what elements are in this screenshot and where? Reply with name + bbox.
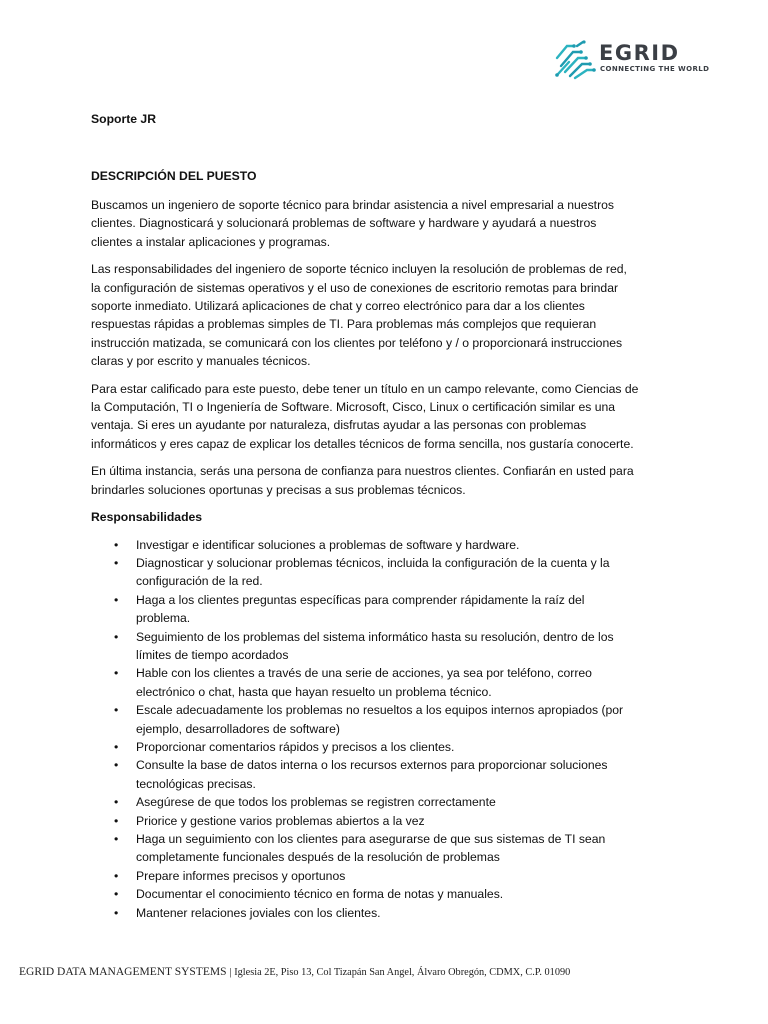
description-section	[91, 196, 639, 922]
footer-company: EGRID DATA MANAGEMENT SYSTEMS	[19, 966, 227, 978]
list-item	[91, 756, 639, 793]
footer-address: Iglesia 2E, Piso 13, Col Tizapán San Angel, Álvaro Obregón, CDMX, C.P. 01090	[234, 967, 571, 978]
list-item	[91, 701, 639, 738]
list-item	[91, 885, 639, 903]
list-item	[91, 591, 639, 628]
list-item	[91, 738, 639, 756]
list-item-text: Investigar e identificar soluciones a problemas de software y hardware.	[136, 537, 520, 552]
list-item-text: Seguimiento de los problemas del sistema informático hasta su resolución, dentro de los límites de tiempo acordados	[136, 629, 614, 662]
bullet-icon: •	[114, 703, 119, 718]
bullet-icon: •	[114, 832, 119, 846]
list-item	[91, 536, 639, 554]
list-item	[91, 554, 639, 591]
bullet-icon: •	[114, 813, 119, 828]
list-item	[91, 812, 639, 830]
list-item	[91, 793, 639, 811]
list-item-text: Consulte la base de datos interna o los recursos externos para proporcionar soluciones tecnológicas precisas.	[136, 758, 608, 791]
bullet-icon: •	[114, 905, 119, 920]
bullet-icon: •	[114, 887, 119, 902]
bullet-icon: •	[114, 868, 119, 883]
list-item-text: Haga a los clientes preguntas específicas para comprender rápidamente la raíz del problema.	[136, 592, 585, 626]
list-item-text: Priorice y gestione varios problemas abiertos a la vez	[136, 813, 425, 828]
list-item	[91, 904, 639, 922]
logo-wordmark: EGRID	[599, 41, 680, 65]
paragraph-qualifications: Para estar calificado para este puesto, debe tener un título en un campo relevante, como Ciencias de la Computación, TI o Ingeniería de Software. Microsoft, Cisco, Linux o certificación similar es una ventaja. Si eres un ayudante por naturaleza, disfrutas ayudar a las personas con problemas informáticos y eres capaz de explicar los detalles técnicos de forma sencilla, nos gustaría conocerte.	[91, 381, 639, 451]
list-item-text: Prepare informes precisos y oportunos	[136, 868, 346, 883]
bullet-icon: •	[114, 592, 119, 607]
egrid-logo	[553, 40, 713, 82]
list-item-text: Mantener relaciones joviales con los clientes.	[136, 905, 381, 920]
list-item	[91, 628, 639, 665]
paragraph-intro: Buscamos un ingeniero de soporte técnico para brindar asistencia a nivel empresarial a nuestros clientes. Diagnosticará y solucionará problemas de software y hardware y ayudará a nuestros clientes a instalar aplicaciones y programas.	[91, 198, 614, 249]
bullet-icon: •	[114, 795, 119, 810]
list-item-text: Diagnosticar y solucionar problemas técnicos, incluida la configuración de la cuenta y la configuración de la red.	[136, 555, 610, 589]
page-footer	[19, 965, 603, 980]
paragraph-responsibilities: Las responsabilidades del ingeniero de soporte técnico incluyen la resolución de problemas de red, la configuración de sistemas operativos y el uso de conexiones de escritorio remotas para brindar soporte inmediato. Utilizará aplicaciones de chat y correo electrónico para dar a los clientes respuestas rápidas a problemas simples de TI. Para problemas más complejos que requieran instrucción matizada, se comunicará con los clientes por teléfono y / o proporcionará instrucciones claras y por escrito y manuales técnicos.	[91, 262, 627, 369]
list-item-text: Proporcionar comentarios rápidos y precisos a los clientes.	[136, 739, 455, 754]
description-heading: DESCRIPCIÓN DEL PUESTO	[91, 169, 257, 183]
bullet-icon: •	[114, 555, 119, 570]
responsibilities-heading: Responsabilidades	[91, 510, 203, 525]
list-item	[91, 867, 639, 885]
footer-separator: |	[226, 966, 235, 978]
paragraph-closing: En última instancia, serás una persona de confianza para nuestros clientes. Confiarán en usted para brindarles soluciones oportunas y precisas a sus problemas técnicos.	[91, 464, 634, 497]
bullet-icon: •	[114, 666, 119, 681]
list-item	[91, 830, 639, 867]
bullet-icon: •	[114, 537, 119, 552]
egrid-circuit-icon	[553, 40, 597, 82]
logo-tagline: CONNECTING THE WORLD	[600, 65, 710, 73]
bullet-icon: •	[114, 629, 119, 644]
list-item-text: Documentar el conocimiento técnico en forma de notas y manuales.	[136, 887, 504, 902]
list-item-text: Haga un seguimiento con los clientes para asegurarse de que sus sistemas de TI sean completamente funcionales después de la resolución de problemas	[136, 832, 606, 865]
list-item-text: Asegúrese de que todos los problemas se registren correctamente	[136, 795, 496, 810]
bullet-icon: •	[114, 758, 119, 773]
list-item-text: Hable con los clientes a través de una serie de acciones, ya sea por teléfono, correo electrónico o chat, hasta que hayan resuelto un problema técnico.	[136, 666, 592, 699]
list-item	[91, 664, 639, 701]
responsibilities-list	[91, 536, 639, 923]
list-item-text: Escale adecuadamente los problemas no resueltos a los equipos internos apropiados (por ejemplo, desarrolladores de software)	[136, 703, 624, 736]
job-title: Soporte JR	[91, 112, 157, 126]
bullet-icon: •	[114, 739, 119, 754]
